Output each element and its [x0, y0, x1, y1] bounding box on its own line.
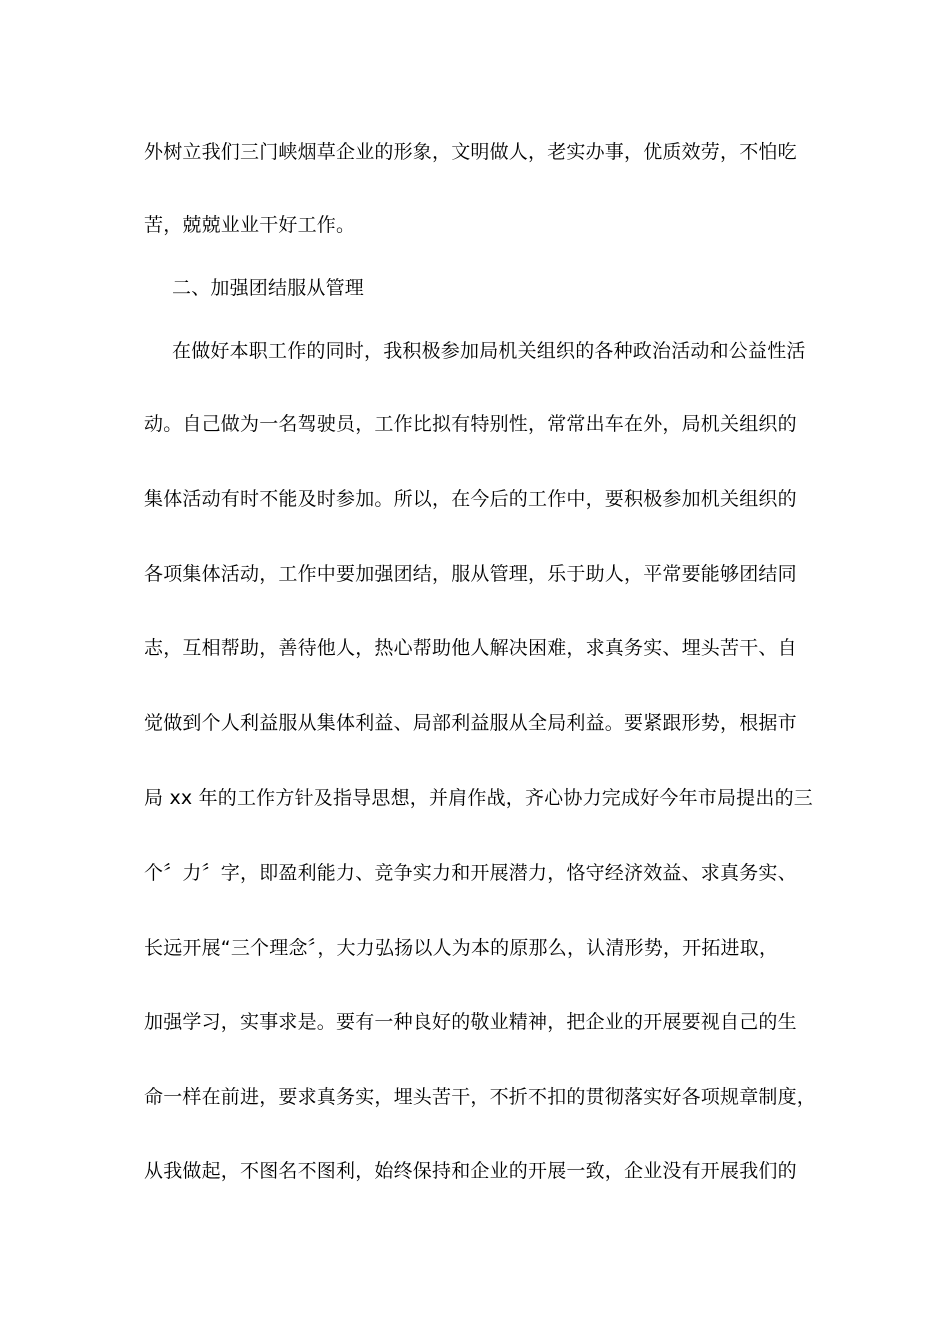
- paragraph-line-2: 苦，兢兢业业干好工作。: [144, 214, 356, 236]
- paragraph-line-4: 在做好本职工作的同时，我积极参加局机关组织的各种政治活动和公益性活: [172, 340, 806, 362]
- paragraph-line-13: 加强学习，实事求是。要有一种良好的敬业精神，把企业的开展要视自己的生: [144, 1011, 797, 1033]
- paragraph-line-5: 动。自己做为一名驾驶员，工作比拟有特别性，常常出车在外，局机关组织的: [144, 413, 797, 435]
- paragraph-line-8: 志，互相帮助，善待他人，热心帮助他人解决困难，求真务实、埋头苦干、自: [144, 637, 797, 659]
- section-heading: 二、加强团结服从管理: [172, 277, 365, 299]
- paragraph-line-6: 集体活动有时不能及时参加。所以，在今后的工作中，要积极参加机关组织的: [144, 488, 797, 510]
- paragraph-line-1: 外树立我们三门峡烟草企业的形象，文明做人，老实办事，优质效劳，不怕吃: [144, 141, 797, 163]
- paragraph-line-15: 从我做起，不图名不图利，始终保持和企业的开展一致，企业没有开展我们的: [144, 1160, 797, 1182]
- paragraph-line-9: 觉做到个人利益服从集体利益、局部利益服从全局利益。要紧跟形势，根据市: [144, 712, 797, 734]
- paragraph-line-7: 各项集体活动，工作中要加强团结，服从管理，乐于助人，平常要能够团结同: [144, 563, 797, 585]
- paragraph-line-11: 个〞力〞字，即盈利能力、竞争实力和开展潜力，恪守经济效益、求真务实、: [144, 862, 797, 884]
- paragraph-line-12: 长远开展“三个理念〞，大力弘扬以人为本的原那么，认清形势，开拓进取，: [144, 937, 779, 959]
- paragraph-line-10: 局 xx 年的工作方针及指导思想，并肩作战，齐心协力完成好今年市局提出的三: [144, 787, 813, 809]
- paragraph-line-14: 命一样在前进，要求真务实，埋头苦干，不折不扣的贯彻落实好各项规章制度，: [144, 1086, 817, 1108]
